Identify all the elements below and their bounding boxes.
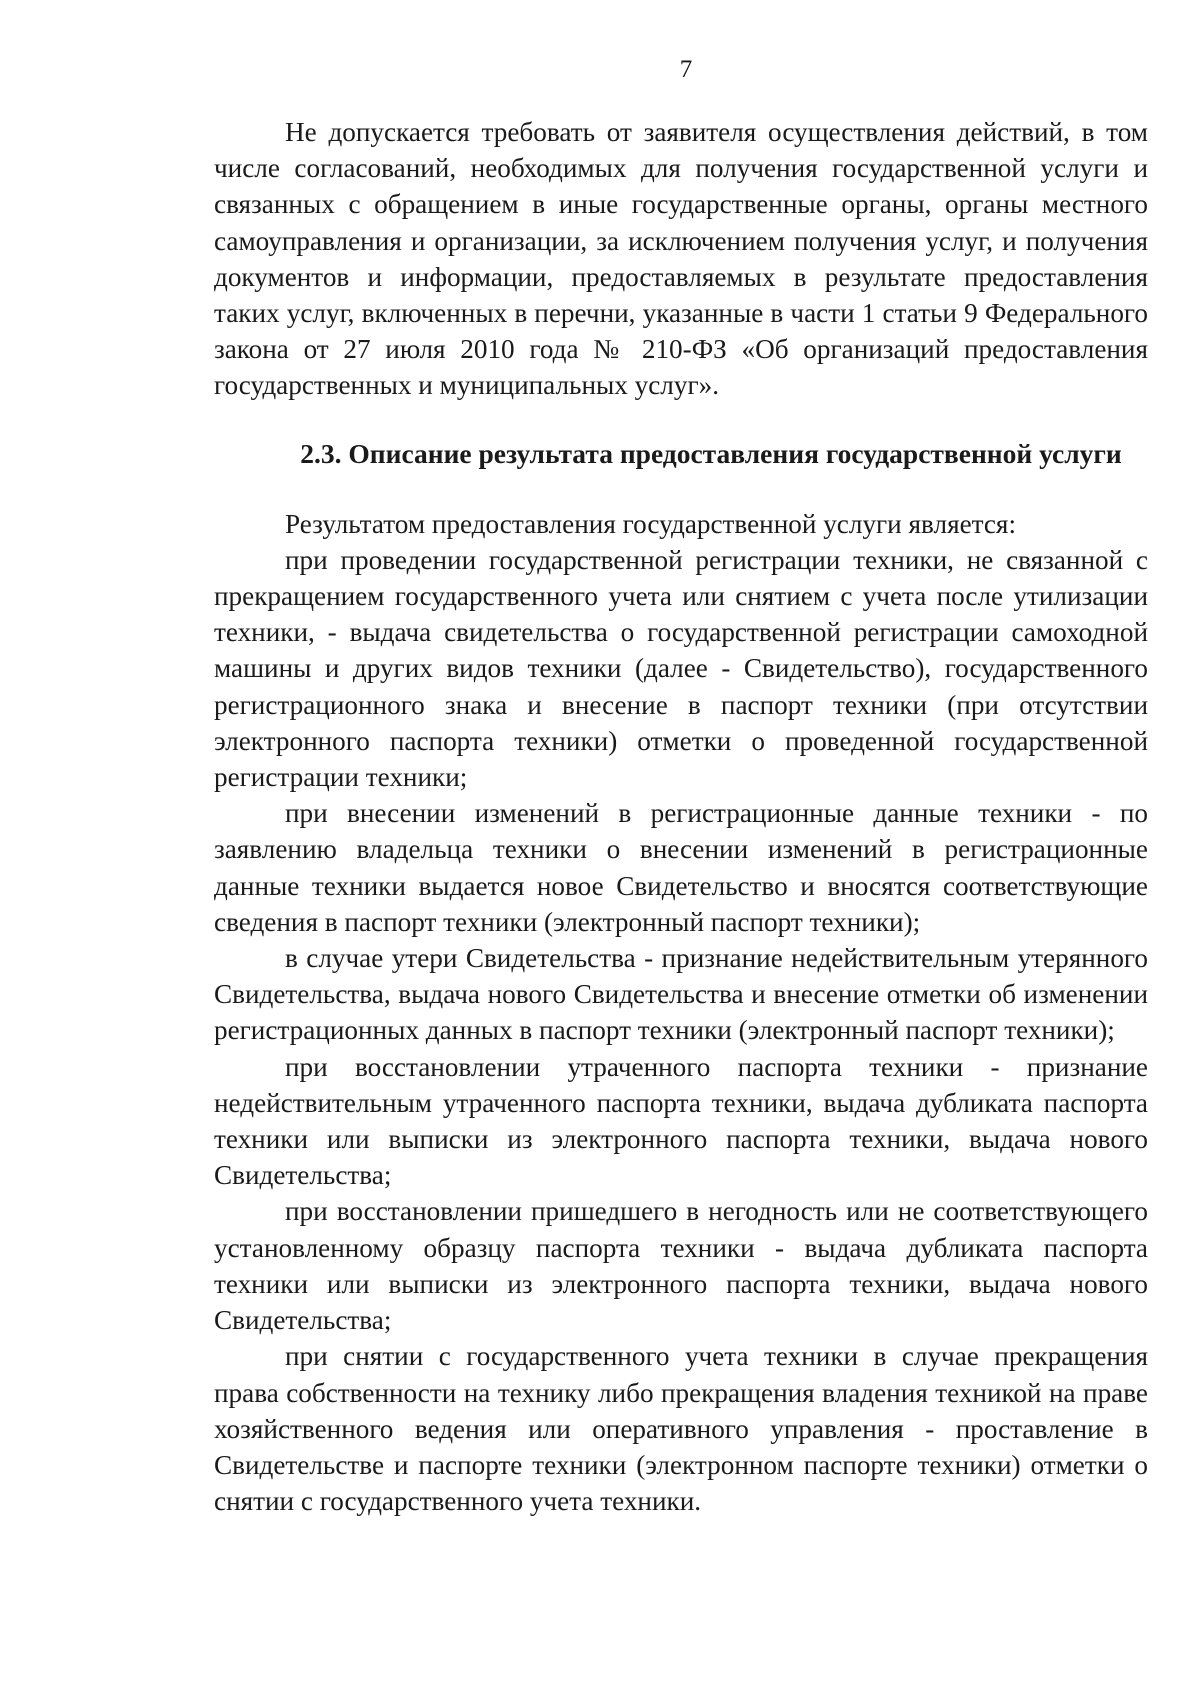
result-paragraph-lost-certificate: в случае утери Свидетельства - признание недействительным утерянного Свидетельства, выдача нового Свидетельства и внесение отметки об изменении регистрационных данных в паспорт техники (электронный паспорт техники);	[214, 943, 1148, 1046]
section-lead: Результатом предоставления государственной услуги является:	[285, 508, 1016, 539]
intro-paragraph: Не допускается требовать от заявителя осуществления действий, в том числе согласований, необходимых для получения государственной услуги и связанных с обращением в иные государственные органы, органы местного самоуправления и организации, за исключением получения услуг, и получения документов и информации, предоставляемых в результате предоставления таких услуг, включенных в перечни, указанные в части 1 статьи 9 Федерального закона от 27 июля 2010 года № 210-ФЗ «Об организаций предоставления государственных и муниципальных услуг».	[214, 117, 1148, 401]
section-heading: 2.3. Описание результата предоставления государственной услуги	[300, 437, 1122, 469]
result-paragraph-lost-passport: при восстановлении утраченного паспорта техники - признание недействительным утраченного паспорта техники, выдача дубликата паспорта техники или выписки из электронного паспорта техники, выдача нового Свидетельства;	[214, 1051, 1148, 1191]
page-number: 7	[679, 56, 693, 83]
result-paragraph-registration: при проведении государственной регистрации техники, не связанной с прекращением государственного учета или снятием с учета после утилизации техники, - выдача свидетельства о государственной регистрации самоходной машины и других видов техники (далее - Свидетельство), государственного регистрационного знака и внесение в паспорт техники (при отсутствии электронного паспорта техники) отметки о проведенной государственной регистрации техники;	[214, 544, 1148, 793]
result-paragraph-deregistration: при снятии с государственного учета техники в случае прекращения права собственности на технику либо прекращения владения техникой на праве хозяйственного ведения или оперативного управления - проставление в Свидетельстве и паспорте техники (электронном паспорте техники) отметки о снятии с государственного учета техники.	[214, 1341, 1148, 1517]
document-body	[214, 114, 1148, 1519]
result-paragraph-changes: при внесении изменений в регистрационные данные техники - по заявлению владельца техники о внесении изменений в регистрационные данные техники выдается новое Свидетельство и вносятся соответствующие сведения в паспорт техники (электронный паспорт техники);	[214, 798, 1148, 937]
result-paragraph-damaged-passport: при восстановлении пришедшего в негодность или не соответствующего установленному образцу паспорта техники - выдача дубликата паспорта техники или выписки из электронного паспорта техники, выдача нового Свидетельства;	[214, 1196, 1148, 1336]
